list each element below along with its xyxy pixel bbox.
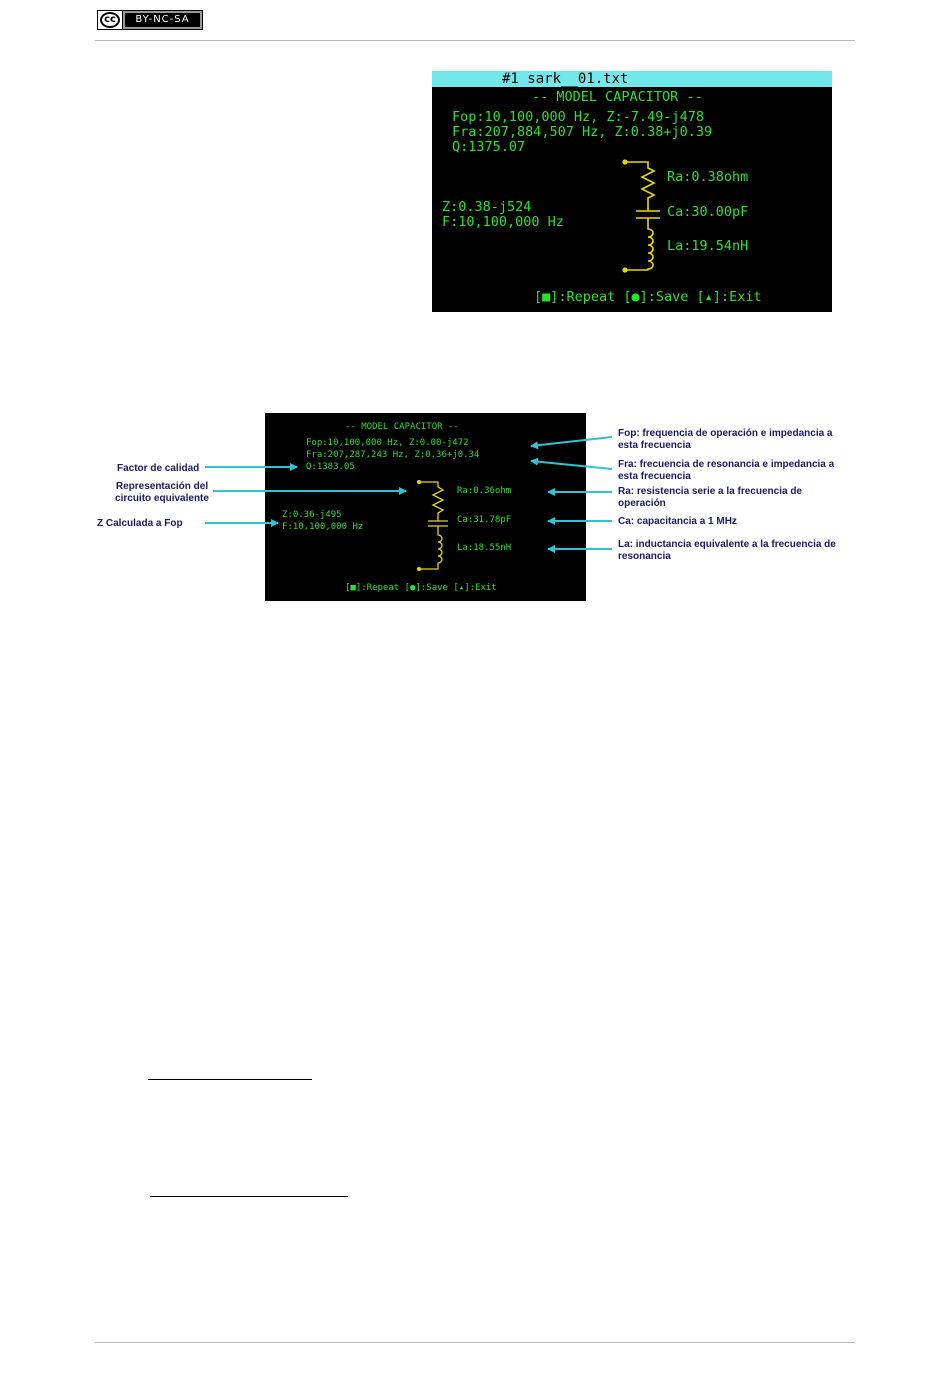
annotation-line: La: inductancia equivalente a la frecuencia de <box>618 539 836 550</box>
annotation-line: esta frecuencia <box>618 471 691 482</box>
screen-heading: -- MODEL CAPACITOR -- <box>345 422 459 432</box>
annotation-line: esta frecuencia <box>618 440 691 451</box>
fop-line: Fop:10,100,000 Hz, Z:0.00-j472 <box>306 438 469 448</box>
ca-value: Ca:30.00pF <box>667 204 749 220</box>
f-line: F:10,100,000 Hz <box>442 214 564 230</box>
annotation-line: Ra: resistencia serie a la frecuencia de <box>618 486 802 497</box>
footer-divider <box>95 1342 855 1343</box>
q-line: Q:1383.05 <box>306 462 355 472</box>
fra-line: Fra:207,287,243 Hz, Z:0.36+j0.34 <box>306 450 480 460</box>
fop-line: Fop:10,100,000 Hz, Z:-7.49-j478 <box>452 109 704 125</box>
annotation-representacion <box>112 481 212 505</box>
annotation-line: Fra: frecuencia de resonancia e impedancia a <box>618 459 835 470</box>
annotation-factor-de-calidad: Factor de calidad <box>117 463 200 474</box>
ra-value: Ra:0.36ohm <box>457 486 512 496</box>
annotation-line: Fop: frequencia de operación e impedancia a <box>618 428 833 439</box>
q-line: Q:1375.07 <box>452 139 526 155</box>
fra-line: Fra:207,884,507 Hz, Z:0.38+j0.39 <box>452 124 713 140</box>
annotation-ra <box>618 486 802 510</box>
cc-license-text: BY-NC-SA <box>125 13 200 27</box>
annotation-line: operación <box>618 498 666 509</box>
la-value: La:18.55nH <box>457 543 512 553</box>
annotation-la <box>618 539 836 563</box>
screen-footer: [■]:Repeat [●]:Save [▴]:Exit <box>345 583 497 593</box>
z-line: Z:0.36-j495 <box>282 510 342 520</box>
annotation-fop <box>618 428 833 452</box>
screen-heading: -- MODEL CAPACITOR -- <box>532 89 703 105</box>
z-line: Z:0.38-j524 <box>442 199 532 215</box>
cc-logo-icon: cc <box>98 11 123 29</box>
footnote-separator <box>150 1196 348 1197</box>
la-value: La:19.54nH <box>667 238 749 254</box>
annotation-line: resonancia <box>618 551 671 562</box>
annotation-line: Representación del <box>115 481 209 492</box>
file-title: #1 sark__01.txt <box>502 71 629 87</box>
f-line: F:10,100,000 Hz <box>282 522 364 532</box>
ra-value: Ra:0.38ohm <box>667 169 749 185</box>
footnote-separator <box>148 1079 312 1080</box>
ca-value: Ca:31.78pF <box>457 515 512 525</box>
annotation-ca: Ca: capacitancia a 1 MHz <box>618 516 737 527</box>
annotation-z-calculada: Z Calculada a Fop <box>97 518 183 529</box>
annotation-fra <box>618 459 834 483</box>
annotation-line: circuito equivalente <box>115 493 209 504</box>
screen-footer: [■]:Repeat [●]:Save [▴]:Exit <box>534 289 762 305</box>
